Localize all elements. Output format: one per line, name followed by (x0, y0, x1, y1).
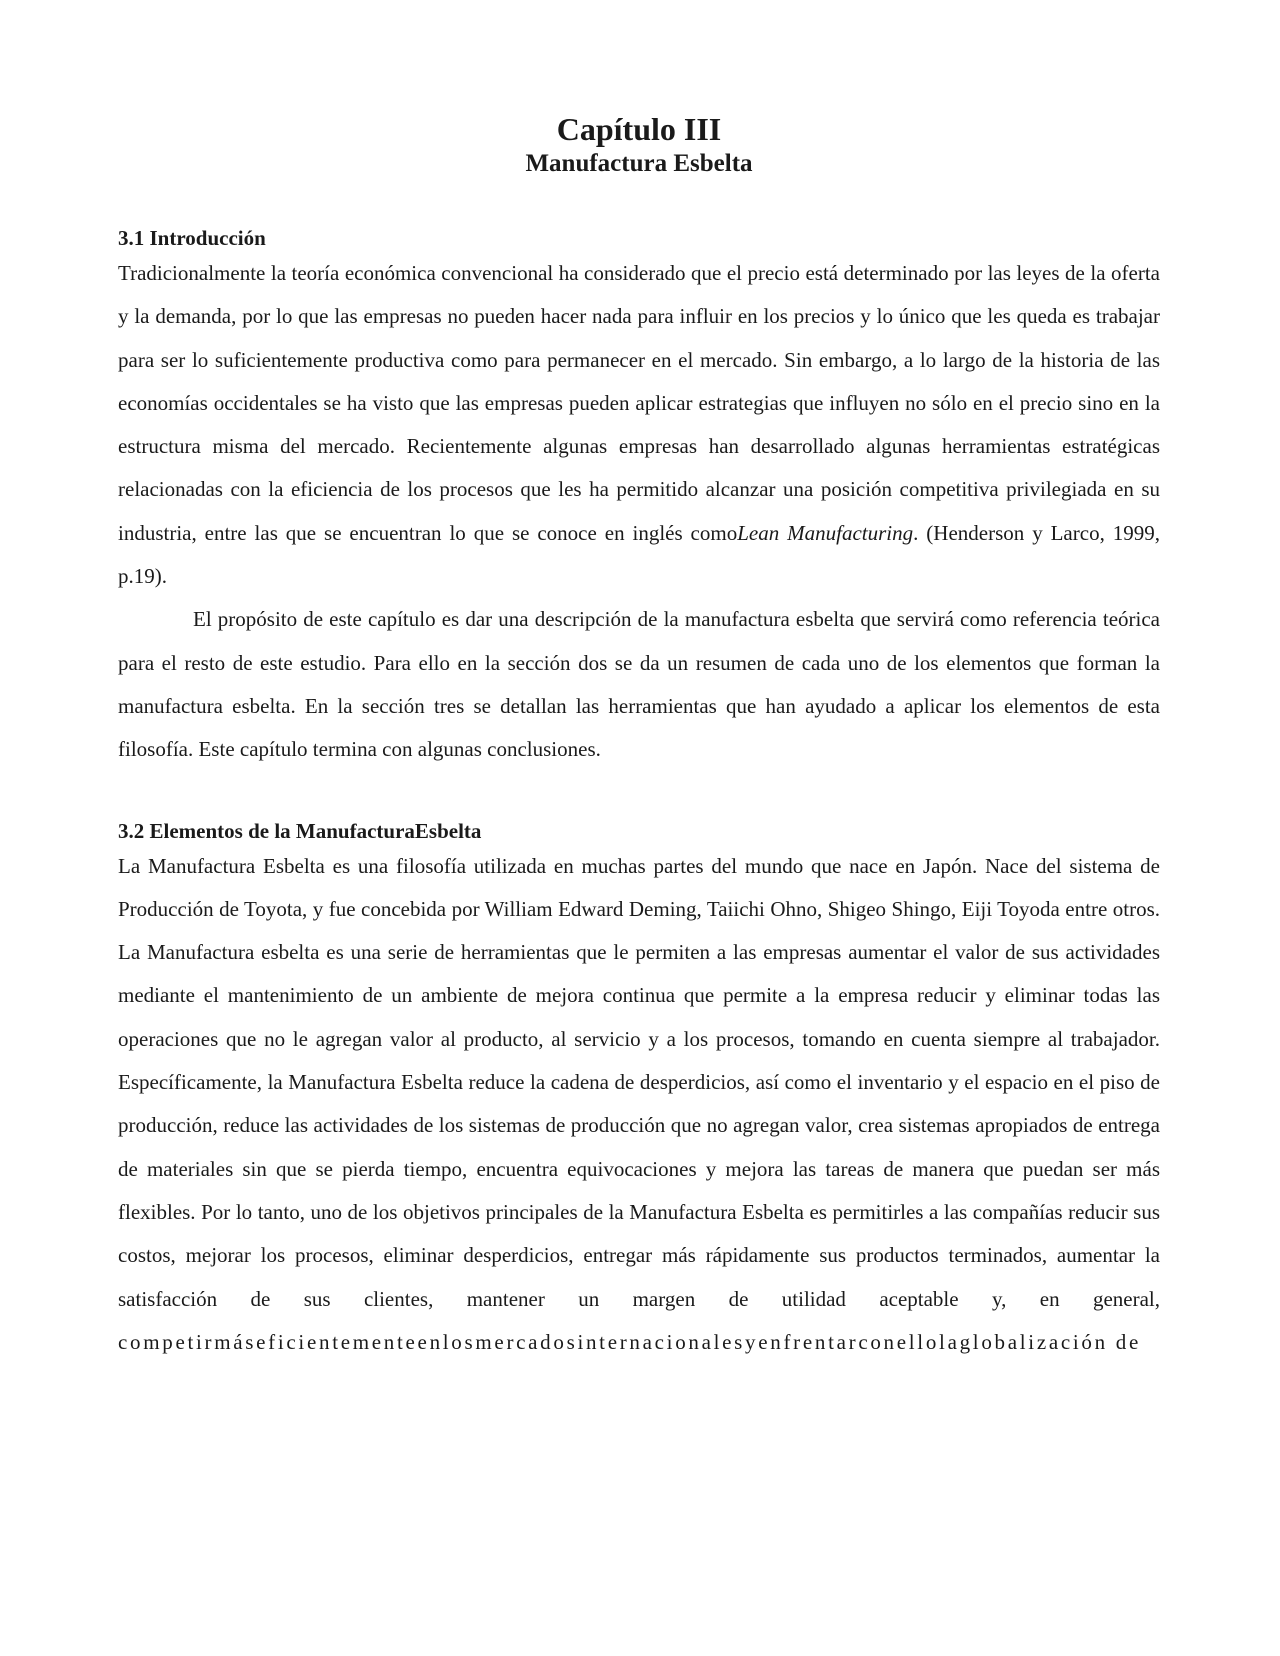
paragraph-elementos-1 (118, 845, 1160, 1365)
section-heading-introduccion: 3.1 Introducción (118, 226, 266, 250)
document-page (118, 110, 1160, 1364)
citation-text: . (Henderson y Larco, 1999, p.19). (118, 520, 1160, 589)
chapter-number: Capítulo III (556, 111, 722, 147)
paragraph-intro-1 (118, 252, 1160, 598)
lean-manufacturing-term: Lean Manufacturing (737, 520, 914, 545)
paragraph-intro-2: El propósito de este capítulo es dar una descripción de la manufactura esbelta que servirá como referencia teórica para el resto de este estudio. Para ello en la sección dos se da un resumen de cada uno de los elementos que forman la manufactura esbelta. En la sección tres se detallan las herramientas que han ayudado a aplicar los elementos de esta filosofía. Este capítulo termina con algunas conclusiones. (118, 607, 1160, 762)
paragraph-elementos-1-text: La Manufactura Esbelta es una filosofía utilizada en muchas partes del mundo que nace en Japón. Nace del sistema de Producción de Toyota, y fue concebida por William Edward Deming, Taiichi Ohno, Shigeo Shingo, Eiji Toyoda entre otros. La Manufactura esbelta es una serie de herramientas que le permiten a las empresas aumentar el valor de sus actividades mediante el mantenimiento de un ambiente de mejora continua que permite a la empresa reducir y eliminar todas las operaciones que no le agregan valor al producto, al servicio y a los procesos, tomando en cuenta siempre al trabajador. Específicamente, la Manufactura Esbelta reduce la cadena de desperdicios, así como el inventario y el espacio en el piso de producción, reduce las actividades de los sistemas de producción que no agregan valor, crea sistemas apropiados de entrega de materiales sin que se pierda tiempo, encuentra equivocaciones y mejora las tareas de manera que puedan ser más flexibles. Por lo tanto, uno de los objetivos principales de la Manufactura Esbelta es permitirles a las compañías reducir sus costos, mejorar los procesos, eliminar desperdicios, entregar más rápidamente sus productos terminados, aumentar la satisfacción de sus clientes, mantener un margen de utilidad aceptable y, en general, (118, 853, 1160, 1311)
section-heading-elementos: 3.2 Elementos de la ManufacturaEsbelta (118, 818, 482, 843)
paragraph-elementos-trailing-text: competirmáseficientementeenlosmercadosinternacionalesyenfrentarconellolaglobalización de (118, 1329, 1141, 1354)
chapter-title: Manufactura Esbelta (525, 150, 753, 177)
paragraph-intro-1-text: Tradicionalmente la teoría económica convencional ha considerado que el precio está determinado por las leyes de la oferta y la demanda, por lo que las empresas no pueden hacer nada para influir en los precios y lo único que les queda es trabajar para ser lo suficientemente productiva como para permanecer en el mercado. Sin embargo, a lo largo de la historia de las economías occidentales se ha visto que las empresas pueden aplicar estrategias que influyen no sólo en el precio sino en la estructura misma del mercado. Recientemente algunas empresas han desarrollado algunas herramientas estratégicas relacionadas con la eficiencia de los procesos que les ha permitido alcanzar una posición competitiva privilegiada en su industria, entre las que se encuentran lo que se conoce en inglés como (118, 261, 1160, 545)
